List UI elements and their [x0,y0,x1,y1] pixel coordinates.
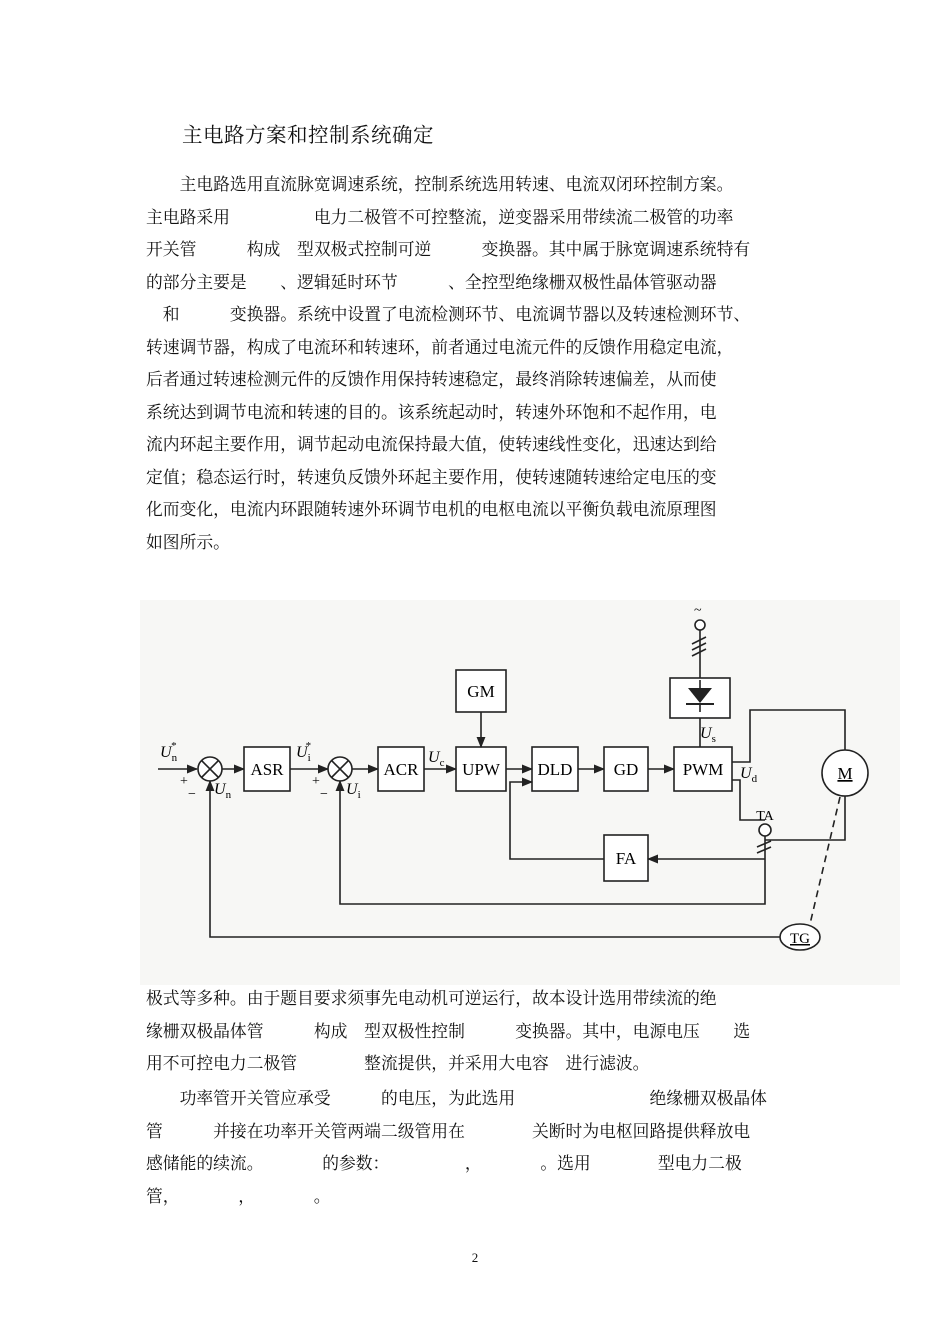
motor-label: M [837,764,853,783]
text-line: 如图所示。 [146,531,230,552]
page-number: 2 [471,1250,479,1265]
ac-symbol: ~ [694,603,702,618]
section-heading: 主电路方案和控制系统确定 [182,123,434,147]
text-line: 的部分主要是 、逻辑延时环节 、全控型绝缘栅双极性晶体管驱动器 [146,271,717,292]
text-line: 感储能的续流。 的参数： ， 。选用 型电力二极 [146,1153,742,1173]
ac-supply-terminal [695,620,705,630]
fa-label: FA [615,849,637,868]
diagram-svg [140,600,900,985]
text-line: 后者通过转速检测元件的反馈作用保持转速稳定，最终消除转速偏差，从而使 [146,369,717,389]
text-line: 化而变化，电流内环跟随转速外环调节电机的电枢电流以平衡负载电流原理图 [146,499,717,519]
acr-label: ACR [383,760,419,779]
gm-label: GM [467,682,495,701]
paragraph-design-choice [146,982,750,1080]
current-transformer [759,824,771,836]
minus-sign: − [320,787,328,802]
text-line: 极式等多种。由于题目要求须事先电动机可逆运行，故本设计选用带续流的绝 [146,988,717,1008]
signal-un: $U_n$ [214,781,232,801]
signal-uc: $U_c$ [428,749,445,769]
text-line: 和 变换器。系统中设置了电流检测环节、电流调节器以及转速检测环节、 [146,304,751,324]
signal-us: $U_s$ [700,725,716,745]
text-line: 用不可控电力二极管 整流提供，并采用大电容 进行滤波。 [146,1053,650,1073]
paragraph-component-params [146,1082,767,1212]
paragraph-main-circuit [146,168,750,558]
pwm-label: PWM [682,760,724,779]
signal-un-star: $U_n*$ [160,740,178,764]
control-system-diagram [140,600,900,985]
signal-ud: $U_d$ [740,765,758,785]
signal-ui-star: $U_i*$ [296,740,312,764]
signal-ui: $U_i$ [346,781,361,801]
text-line: 管， ， 。 [146,1185,331,1206]
minus-sign: − [188,787,196,802]
upw-label: UPW [462,760,500,779]
text-line: 定值；稳态运行时，转速负反馈外环起主要作用，使转速随转速给定电压的变 [146,466,717,487]
gd-label: GD [613,760,639,779]
plus-sign: + [180,774,188,789]
text-line: 流内环起主要作用，调节起动电流保持最大值，使转速线性变化，迅速达到给 [146,434,717,454]
text-line: 系统达到调节电流和转速的目的。该系统起动时，转速外环饱和不起作用，电 [146,401,717,422]
ta-label: TA [756,809,774,824]
text-line: 功率管开关管应承受 的电压，为此选用 绝缘栅双极晶体 [146,1088,767,1108]
tg-label: TG [790,931,810,947]
text-line: 主电路采用 电力二极管不可控整流，逆变器采用带续流二极管的功率 [146,206,734,227]
asr-label: ASR [250,760,284,779]
text-line: 转速调节器，构成了电流环和转速环，前者通过电流元件的反馈作用稳定电流， [146,336,734,357]
text-line: 开关管 构成 型双极式控制可逆 变换器。其中属于脉宽调速系统特有 [146,239,751,259]
text-line: 主电路选用直流脉宽调速系统，控制系统选用转速、电流双闭环控制方案。 [146,174,734,194]
plus-sign: + [312,774,320,789]
text-line: 管 并接在功率开关管两端二级管用在 关断时为电枢回路提供释放电 [146,1120,751,1141]
dld-label: DLD [537,760,573,779]
text-line: 缘栅双极晶体管 构成 型双极性控制 变换器。其中，电源电压 选 [146,1020,751,1041]
